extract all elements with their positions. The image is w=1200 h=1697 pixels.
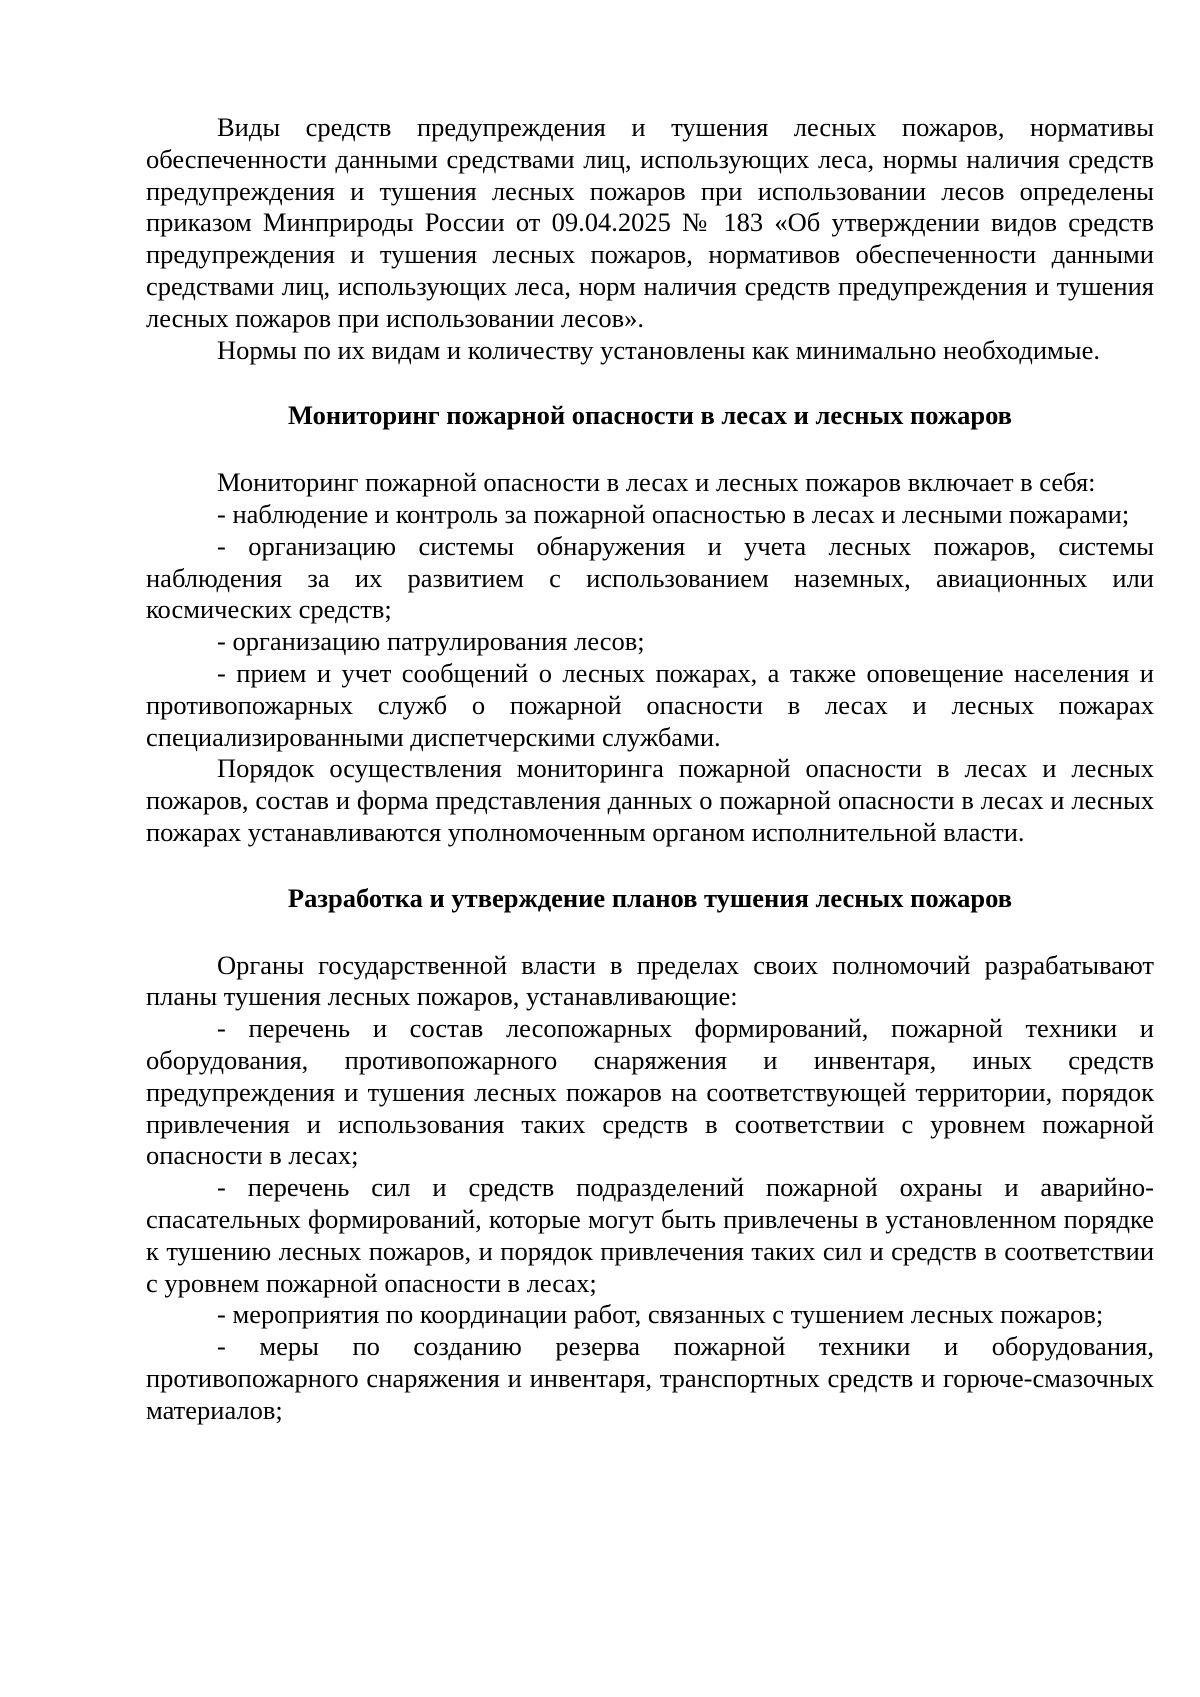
monitoring-closing: Порядок осуществления мониторинга пожарной опасности в лесах и лесных пожаров, состав и форма представления данных о пожарной опасности в лесах и лесных пожарах устанавливаются уполномоченным органом исполнительной власти. <box>146 753 1154 847</box>
plans-item-2: - перечень сил и средств подразделений пожарной охраны и аварийно-спасательных формирований, которые могут быть привлечены в установленном порядке к тушению лесных пожаров, и порядок привлечения таких сил и средств в соответствии с уровнем пожарной опасности в лесах; <box>146 1172 1154 1298</box>
spacer <box>146 849 1154 883</box>
spacer <box>146 915 1154 950</box>
plans-item-1: - перечень и состав лесопожарных формирований, пожарной техники и оборудования, противопожарного снаряжения и инвентаря, иных средств предупреждения и тушения лесных пожаров на соответствующей территории, порядок привлечения и использования таких средств в соответствии с уровнем пожарной опасности в лесах; <box>146 1013 1154 1171</box>
monitoring-item-4: - прием и учет сообщений о лесных пожарах, а также оповещение населения и противопожарных служб о пожарной опасности в лесах и лесных пожарах специализированными диспетчерскими службами. <box>146 657 1154 752</box>
plans-item-3: - мероприятия по координации работ, связанных с тушением лесных пожаров; <box>217 1299 1104 1330</box>
monitoring-lead: Мониторинг пожарной опасности в лесах и лесных пожаров включает в себя: <box>217 467 1096 498</box>
intro-paragraph-2: Нормы по их видам и количеству установлены как минимально необходимые. <box>217 334 1100 365</box>
document-page <box>146 112 1154 1426</box>
monitoring-item-3: - организацию патрулирования лесов; <box>217 626 645 657</box>
monitoring-heading: Мониторинг пожарной опасности в лесах и лесных пожаров <box>287 400 1012 431</box>
spacer <box>146 366 1154 400</box>
monitoring-item-2: - организацию системы обнаружения и учета лесных пожаров, системы наблюдения за их развитием с использованием наземных, авиационных или космических средств; <box>146 530 1154 625</box>
plans-heading: Разработка и утверждение планов тушения лесных пожаров <box>287 882 1013 913</box>
intro-paragraph-1: Виды средств предупреждения и тушения лесных пожаров, нормативы обеспеченности данными средствами лиц, использующих леса, нормы наличия средств предупреждения и тушения лесных пожаров при использовании лесов определены приказом Минприроды России от 09.04.2025 № 183 «Об утверждении видов средств предупреждения и тушения лесных пожаров, нормативов обеспеченности данными средствами лиц, использующих леса, норм наличия средств предупреждения и тушения лесных пожаров при использовании лесов». <box>146 112 1154 333</box>
monitoring-item-1: - наблюдение и контроль за пожарной опасностью в лесах и лесными пожарами; <box>217 498 1130 529</box>
spacer <box>146 432 1154 467</box>
plans-lead: Органы государственной власти в пределах своих полномочий разрабатывают планы тушения лесных пожаров, устанавливающие: <box>146 949 1154 1012</box>
plans-item-4: - меры по созданию резерва пожарной техники и оборудования, противопожарного снаряжения и инвентаря, транспортных средств и горюче-смазочных материалов; <box>146 1331 1154 1425</box>
